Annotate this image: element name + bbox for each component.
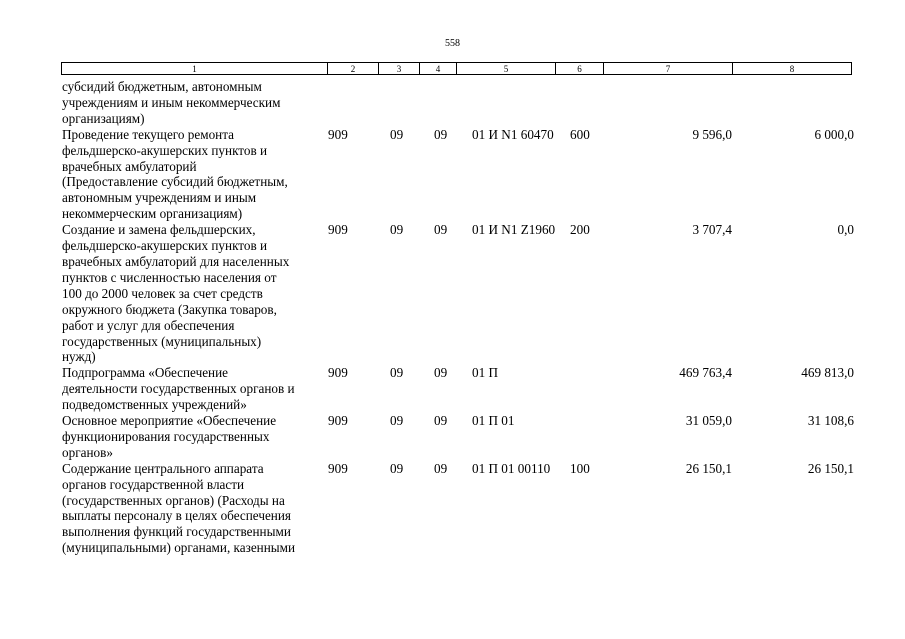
- row-name: Проведение текущего ремонта фельдшерско-акушерских пунктов и врачебных амбулаторий (Предоставление субсидий бюджетным, автономным учреждениям и иным некоммерческим организациям): [62, 126, 288, 222]
- header-col-8: 8: [789, 64, 795, 74]
- row-name: Содержание центрального аппарата органов государственной власти (государственных органов) (Расходы на выплаты персоналу в целях обеспечения выполнения функций государственными (муниципальными) органами, казенными: [62, 460, 296, 556]
- row-col-5: 01 П 01: [472, 413, 515, 429]
- table-header: [61, 62, 852, 75]
- table-row: [62, 222, 862, 365]
- row-col-8: 6 000,0: [814, 126, 854, 142]
- row-name: субсидий бюджетным, автономным учреждениям и иным некоммерческим организациям): [62, 79, 281, 126]
- row-col-8: 469 813,0: [801, 365, 854, 381]
- header-col-4: 4: [420, 63, 457, 74]
- row-col-2: 909: [328, 413, 348, 429]
- row-col-7: 469 763,4: [679, 365, 732, 381]
- row-col-7: 31 059,0: [685, 413, 732, 429]
- row-col-3: 09: [390, 365, 404, 381]
- row-col-7: 9 596,0: [692, 126, 732, 142]
- row-col-5: 01 И N1 60470: [472, 126, 554, 142]
- row-col-6: 200: [570, 222, 590, 238]
- header-col-5: 5: [457, 63, 556, 74]
- header-col-1: 1: [62, 63, 328, 74]
- row-col-5: 01 П: [472, 365, 499, 381]
- row-col-2: 909: [328, 126, 348, 142]
- row-name: Основное мероприятие «Обеспечение функционирования государственных органов»: [62, 413, 277, 460]
- row-name: Создание и замена фельдшерских, фельдшерско-акушерских пунктов и врачебных амбулаторий для населенных пунктов с численностью населения от 100 до 2000 человек за счет средств окружного бюджета (Закупка товаров, работ и услуг для обеспечения государственных (муниципальных) нужд): [62, 222, 290, 365]
- row-col-3: 09: [390, 222, 404, 238]
- header-col-7: 7: [604, 63, 733, 74]
- row-col-4: 09: [434, 365, 448, 381]
- row-col-2: 909: [328, 222, 348, 238]
- row-col-5: 01 И N1 Z1960: [472, 222, 556, 238]
- row-col-4: 09: [434, 460, 448, 476]
- row-col-4: 09: [434, 222, 448, 238]
- row-col-3: 09: [390, 126, 404, 142]
- page-number: 558: [445, 38, 460, 49]
- row-col-3: 09: [390, 460, 404, 476]
- row-col-4: 09: [434, 413, 448, 429]
- table-row: [62, 127, 862, 222]
- header-col-6: 6: [556, 63, 604, 74]
- header-col-3: 3: [379, 63, 420, 74]
- table-row: [62, 79, 862, 127]
- row-col-7: 3 707,4: [692, 222, 732, 238]
- row-col-6: 600: [570, 126, 590, 142]
- table-body: [62, 79, 862, 556]
- row-col-6: 100: [570, 460, 590, 476]
- table-row: [62, 365, 862, 413]
- row-col-8: 0,0: [837, 222, 854, 238]
- row-name: Подпрограмма «Обеспечение деятельности государственных органов и подведомственных учреждений»: [62, 365, 295, 413]
- row-col-2: 909: [328, 460, 348, 476]
- row-col-5: 01 П 01 00110: [472, 460, 551, 476]
- row-col-8: 26 150,1: [807, 460, 854, 476]
- row-col-7: 26 150,1: [685, 460, 732, 476]
- table-row: [62, 461, 862, 556]
- row-col-2: 909: [328, 365, 348, 381]
- table-row: [62, 413, 862, 461]
- row-col-4: 09: [434, 126, 448, 142]
- row-col-8: 31 108,6: [807, 413, 854, 429]
- row-col-3: 09: [390, 413, 404, 429]
- header-col-2: 2: [328, 63, 379, 74]
